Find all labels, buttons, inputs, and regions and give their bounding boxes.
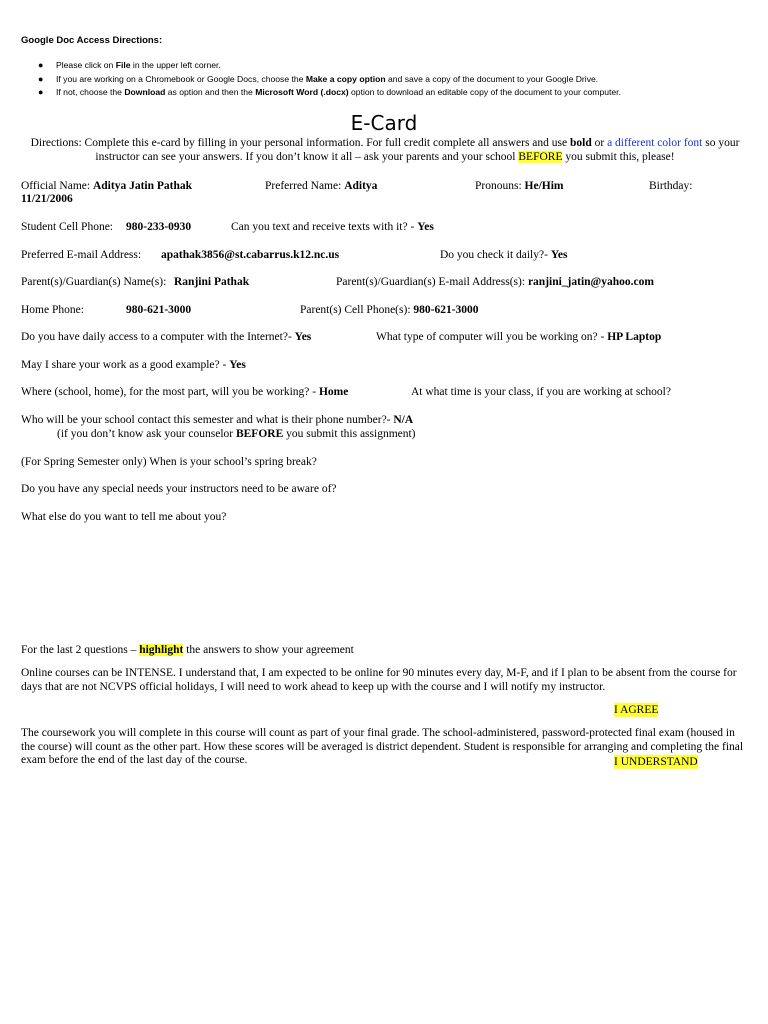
field-value: apathak3856@st.cabarrus.k12.nc.us [161, 249, 340, 261]
directions-highlight: BEFORE [518, 150, 563, 163]
class-time-question: At what time is your class, if you are working at school? [411, 386, 671, 398]
field-value: Aditya [344, 180, 378, 192]
bullet-icon: ● [38, 87, 44, 97]
field-label: Parent(s) Cell Phone(s): [300, 304, 414, 316]
field-label: Preferred Name: [265, 180, 345, 192]
field-value: 11/21/2006 [21, 193, 73, 205]
birthday-label: Birthday: [649, 180, 693, 192]
computer-access-question [21, 330, 311, 344]
field-value: 980-621-3000 [413, 304, 479, 316]
field-value: 980-621-3000 [126, 304, 192, 316]
bullet-bold: File [115, 60, 131, 70]
bullet-text: in the upper left corner. [130, 60, 221, 70]
student-cell-value [126, 220, 191, 234]
agree-answer: I AGREE [614, 704, 659, 716]
intro-text: the answers to show your agreement [183, 644, 354, 656]
bullet-bold: Download [124, 87, 166, 97]
field-label: What type of computer will you be working on? - [376, 331, 608, 343]
field-value: Yes [550, 249, 568, 261]
field-label: Official Name: [21, 180, 93, 192]
ecard-directions [20, 137, 750, 164]
field-value: Ranjini Pathak [174, 276, 250, 288]
pronouns-field [475, 179, 564, 193]
bullet-text: and save a copy of the document to your Google Drive. [385, 73, 599, 84]
directions-text: you submit this, please! [562, 150, 675, 163]
special-needs-question: Do you have any special needs your instructors need to be aware of? [21, 483, 337, 495]
directions-text: Directions: Complete this e-card by filling in your personal information. For full credit complete all answers and use [30, 137, 570, 149]
field-label: Parent(s)/Guardian(s) E-mail Address(s): [336, 276, 528, 288]
bullet-bold: Microsoft Word (.docx) [255, 87, 349, 97]
intensity-paragraph: Online courses can be INTENSE. I understand that, I am expected to be online for 90 minutes every day, M-F, and if I plan to be absent from the course for days that are not NCVPS official holidays, I will need to work ahead to keep up with the course and I will notify my instructor. [21, 667, 737, 693]
official-name-field [21, 179, 192, 193]
about-you-question: What else do you want to tell me about you? [21, 511, 227, 523]
field-label: Can you text and receive texts with it? - [231, 221, 418, 233]
bullet-icon: ● [38, 73, 44, 84]
bullet-text: If you are working on a Chromebook or Google Docs, choose the [56, 73, 306, 84]
list-item [38, 59, 758, 73]
computer-type-question [376, 330, 661, 344]
directions-text: or [591, 137, 608, 149]
field-value: 980-233-0930 [126, 221, 192, 233]
access-directions-title: Google Doc Access Directions: [21, 35, 163, 46]
school-contact-question [21, 413, 413, 427]
field-label: Where (school, home), for the most part, will you be working? - [21, 386, 319, 398]
birthday-value [21, 192, 73, 206]
understand-answer: I UNDERSTAND [614, 756, 698, 768]
field-value: N/A [393, 414, 414, 426]
bullet-text: If not, choose the [56, 87, 125, 97]
bullet-bold: Make a copy option [305, 73, 386, 84]
parent-cell-field [300, 303, 479, 317]
student-cell-label: Student Cell Phone: [21, 221, 113, 233]
home-phone-label: Home Phone: [21, 304, 84, 316]
agreement-intro [21, 643, 354, 657]
directions-bold: bold [569, 137, 592, 149]
parent-email-field [336, 275, 654, 289]
preferred-name-field [265, 179, 377, 193]
list-item [38, 73, 758, 87]
grading-paragraph: The coursework you will complete in this course will count as part of your final grade. The school-administered, password-protected final exam (housed in the course) will count as the other part. How these scores will be averaged is district dependent. Student is responsible for arranging and completing the final exam before the end of the last day of the course. [21, 727, 744, 766]
email-label: Preferred E-mail Address: [21, 249, 142, 261]
parent-name-label: Parent(s)/Guardian(s) Name(s): [21, 276, 167, 288]
field-value: Yes [294, 331, 312, 343]
intro-text: For the last 2 questions – [21, 644, 140, 656]
field-label: Do you check it daily?- [440, 249, 551, 261]
email-value [161, 248, 339, 262]
bullet-text: Please click on [56, 60, 116, 70]
field-label: Pronouns: [475, 180, 525, 192]
bullet-text: as option and then the [165, 87, 256, 97]
directions-blue-text: a different color font [607, 137, 703, 149]
home-phone-value [126, 303, 191, 317]
page-title: E-Card [350, 111, 418, 135]
share-work-question [21, 358, 246, 372]
work-location-question [21, 385, 348, 399]
field-label: you submit this assignment) [283, 428, 416, 440]
parent-name-value [174, 275, 249, 289]
field-label: Who will be your school contact this semester and what is their phone number?- [21, 414, 394, 426]
check-daily-question [440, 248, 567, 262]
field-value: Home [318, 386, 349, 398]
field-bold: BEFORE [235, 428, 284, 440]
school-contact-note [57, 427, 416, 441]
spring-break-question: (For Spring Semester only) When is your school’s spring break? [21, 456, 317, 468]
text-question [231, 220, 434, 234]
field-label: (if you don’t know ask your counselor [57, 428, 236, 440]
bullet-text: option to download an editable copy of the document to your computer. [348, 87, 621, 97]
field-value: Yes [417, 221, 434, 233]
field-label: Do you have daily access to a computer with the Internet?- [21, 331, 295, 343]
field-value: Aditya Jatin Pathak [92, 180, 193, 192]
field-label: May I share your work as a good example? - [21, 359, 230, 371]
intro-highlight: highlight [139, 644, 184, 656]
field-value: HP Laptop [607, 331, 662, 343]
bullet-icon: ● [38, 60, 44, 70]
field-value: ranjini_jatin@yahoo.com [527, 276, 654, 288]
field-value: Yes [229, 359, 246, 371]
access-directions-list [38, 59, 758, 100]
directions-text: so your instructor can see your answers. If you don’t know it all – ask your parents and your school [95, 137, 740, 163]
list-item [38, 86, 758, 100]
field-value: He/Him [524, 180, 564, 192]
